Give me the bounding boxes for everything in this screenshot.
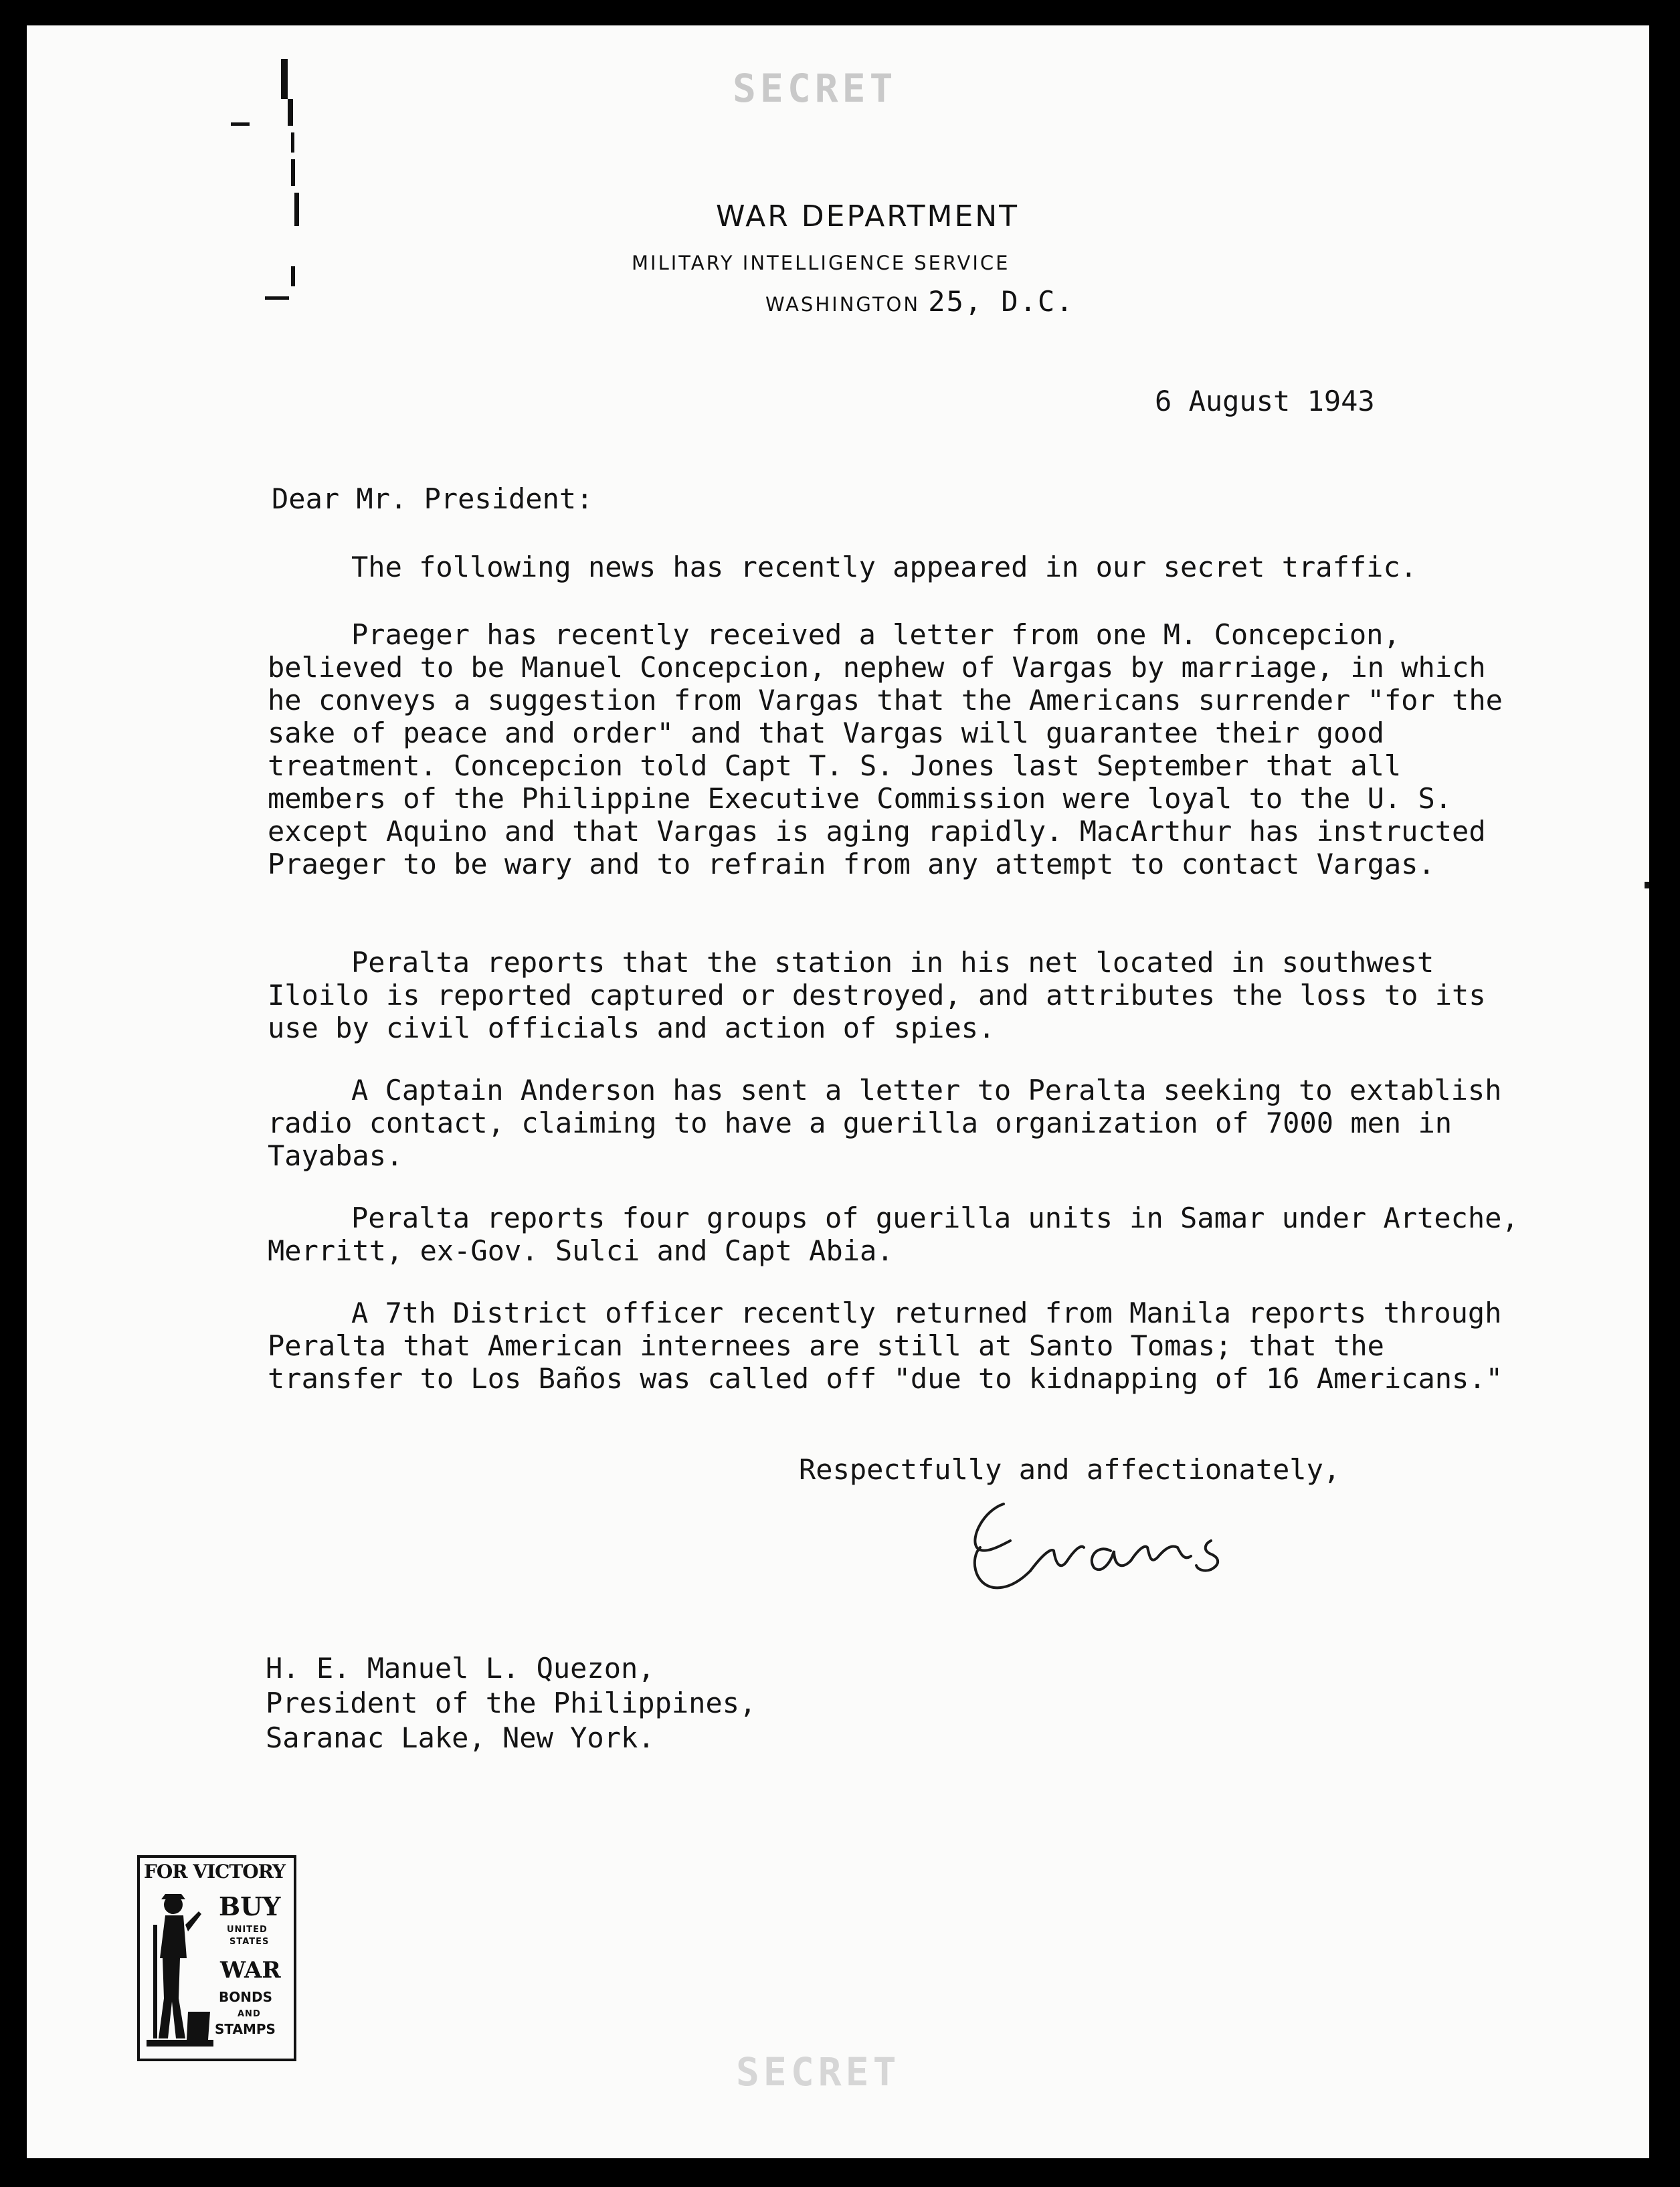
addressee-line: H. E. Manuel L. Quezon, bbox=[266, 1652, 655, 1685]
letterhead-subtitle: MILITARY INTELLIGENCE SERVICE bbox=[632, 252, 1010, 274]
paragraph-1 bbox=[268, 551, 1525, 583]
paragraph-text: Peralta reports four groups of guerilla units in Samar under Arteche, Merritt, ex-Gov. Sulci and Capt Abia. bbox=[268, 1202, 1519, 1267]
war-bond-united: UNITED bbox=[227, 1925, 268, 1935]
war-bond-and: AND bbox=[238, 2009, 261, 2019]
addressee-line: President of the Philippines, bbox=[266, 1687, 757, 1719]
addressee-block bbox=[266, 1651, 756, 1755]
war-bond-bonds: BONDS bbox=[219, 1989, 272, 2005]
paragraph-text: A Captain Anderson has sent a letter to Peralta seeking to extablish radio contact, claiming to have a guerilla organization of 7000 men in Tayabas. bbox=[268, 1074, 1502, 1172]
war-bond-states: STATES bbox=[229, 1937, 270, 1947]
letterhead-city: WASHINGTON bbox=[765, 293, 921, 316]
paragraph-text: Peralta reports that the station in his net located in southwest Iloilo is reported captured or destroyed, and attributes the loss to its use by civil officials and action of spies. bbox=[268, 946, 1486, 1044]
signature bbox=[957, 1477, 1278, 1604]
letterhead-zone: 25, D.C. bbox=[928, 285, 1075, 318]
secret-stamp-top: SECRET bbox=[733, 66, 897, 111]
letterhead-address bbox=[765, 285, 1075, 318]
minuteman-figure-icon bbox=[147, 1885, 213, 2052]
addressee-line: Saranac Lake, New York. bbox=[266, 1721, 655, 1754]
paragraph-6 bbox=[268, 1297, 1525, 1395]
secret-stamp-bottom: SECRET bbox=[736, 2049, 901, 2095]
salutation: Dear Mr. President: bbox=[272, 482, 593, 515]
paragraph-4 bbox=[268, 1074, 1525, 1172]
war-bond-logo bbox=[137, 1855, 296, 2061]
war-bond-war: WAR bbox=[220, 1957, 281, 1984]
paragraph-text: Praeger has recently received a letter from one M. Concepcion, believed to be Manuel Concepcion, nephew of Vargas by marriage, in which he conveys a suggestion from Vargas that the Americans surrender "for the sake of peace and order" and that Vargas will guarantee their good treatment. Concepcion told Capt T. S. Jones last September that all members of the Philippine Executive Commission were loyal to the U. S. except Aquino and that Vargas is aging rapidly. MacArthur has instructed Praeger to be wary and to refrain from any attempt to contact Vargas. bbox=[268, 618, 1503, 880]
letter-page bbox=[27, 25, 1649, 2158]
closing: Respectfully and affectionately, bbox=[799, 1453, 1341, 1486]
paragraph-2 bbox=[268, 618, 1525, 880]
paragraph-text: A 7th District officer recently returned from Manila reports through Peralta that American internees are still at Santo Tomas; that the transfer to Los Baños was called off "due to kidnapping of 16 Americans." bbox=[268, 1297, 1503, 1395]
paragraph-3 bbox=[268, 946, 1525, 1044]
paragraph-text: The following news has recently appeared in our secret traffic. bbox=[351, 551, 1418, 583]
paragraph-5 bbox=[268, 1202, 1525, 1267]
war-bond-stamps: STAMPS bbox=[215, 2021, 276, 2037]
war-bond-buy: BUY bbox=[219, 1891, 281, 1921]
letterhead-title: WAR DEPARTMENT bbox=[716, 199, 1020, 233]
letter-date: 6 August 1943 bbox=[1155, 385, 1375, 417]
war-bond-heading: FOR VICTORY bbox=[144, 1861, 286, 1883]
